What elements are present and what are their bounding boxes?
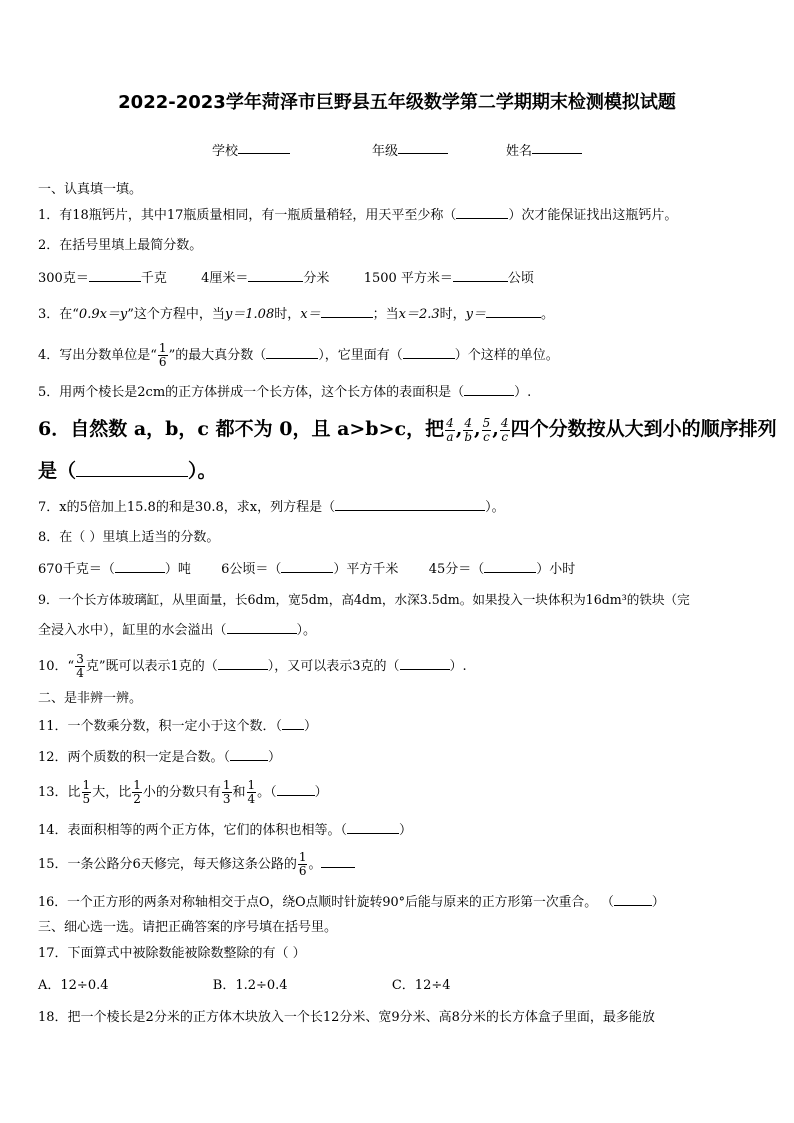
answer-blank[interactable] [277,782,315,796]
question-11: 11．一个数乘分数，积一定小于这个数．（ ） [38,716,317,737]
question-17-options [38,976,451,996]
answer-blank[interactable] [335,497,485,511]
question-9-continued: 全浸入水中），缸里的水会溢出（ ）。 [38,620,316,641]
question-2-items: 300克＝ 千克 4厘米＝ 分米 1500 平方米＝ 公顷 [38,268,534,289]
question-1: 1．有18瓶钙片，其中17瓶质量相同，有一瓶质量稍轻，用天平至少称（ ）次才能保证找出这瓶钙片。 [38,205,677,226]
answer-blank[interactable] [400,656,450,670]
answer-blank[interactable] [89,268,141,282]
answer-blank[interactable] [347,820,399,834]
name-field[interactable] [506,140,532,159]
question-4: 4．写出分数单位是“ $\frac{1}{6}$ ”的最大真分数（ ），它里面有（ ）个这样的单位。 [38,341,559,369]
answer-blank[interactable] [281,559,333,573]
question-10: 10．“ $\frac{3}{4}$ 克”既可以表示1克的（ ），又可以表示3克的（ ）. [38,652,467,680]
answer-blank[interactable] [456,205,508,219]
question-3: 3．在“0.9x＝y”这个方程中，当y＝1.08时，x＝ ；当x＝2.3时，y＝ 。 [38,304,554,325]
question-6-continued: 是（ ）。 [38,460,217,482]
question-18: 18．把一个棱长是2分米的正方体木块放入一个长12分米、宽9分米、高8分米的长方体盒子里面，最多能放 [38,1010,655,1025]
option-a[interactable]: A．12÷0.4 [38,978,109,993]
answer-blank[interactable] [464,382,514,396]
grade-field[interactable] [372,140,398,159]
section-1-heading: 一、认真填一填。 [38,182,143,197]
option-b[interactable]: B．1.2÷0.4 [212,978,288,993]
question-16: 16．一个正方形的两条对称轴相交于点O，绕O点顺时针旋转90°后能与原来的正方形第一次重合。 （ ） [38,892,665,913]
page-title: 2022-2023学年菏泽市巨野县五年级数学第二学期期末检测模拟试题 [118,92,676,113]
question-15: 15．一条公路分6天修完，每天修这条公路的 $\frac{1}{6}$ 。 [38,848,355,882]
fraction: $\frac{1}{6}$ [298,850,307,878]
answer-blank[interactable] [321,304,373,318]
question-12: 12．两个质数的积一定是合数。（ ） [38,747,281,768]
question-2: 2．在括号里填上最简分数。 [38,238,203,253]
school-label: 学校 [212,144,239,159]
answer-blank[interactable] [614,892,652,906]
answer-blank[interactable] [282,716,304,730]
question-5: 5．用两个棱长是2cm的正方体拼成一个长方体，这个长方体的表面积是（ ）. [38,382,531,403]
fraction: $\frac{1}{6}$ [158,341,167,369]
answer-blank[interactable] [227,620,297,634]
question-8: 8．在（ ）里填上适当的分数。 [38,530,220,545]
section-3-heading: 三、细心选一选。请把正确答案的序号填在括号里。 [38,920,338,935]
question-17: 17．下面算式中被除数能被除数整除的有（ ） [38,946,306,961]
question-13: 13．比 $\frac{1}{5}$ 大，比 $\frac{1}{2}$ 小的分数只有 $\frac{1}{3}$ 和 $\frac{1}{4}$ 。（ ） [38,778,328,806]
name-label: 姓名 [506,144,533,159]
section-2-heading: 二、是非辨一辨。 [38,691,143,706]
answer-blank[interactable] [115,559,165,573]
option-c[interactable]: C．12÷4 [391,978,451,993]
school-field[interactable] [212,140,238,159]
grade-label: 年级 [372,144,399,159]
answer-blank[interactable] [230,747,268,761]
question-8-items: 670千克＝（ ）吨 6公顷＝（ ）平方千米 45分＝（ ）小时 [38,559,575,580]
answer-blank[interactable] [321,854,355,868]
answer-blank[interactable] [76,458,188,477]
answer-blank[interactable] [266,345,318,359]
answer-blank[interactable] [403,345,455,359]
question-6: 6．自然数 a，b，c 都不为 0，且 a>b>c，把 $\frac{4}{a}$ , $\frac{4}{b}$ , $\frac{5}{c}$ , $\frac{4}{c}$ 四个分数按从大到小的顺序排列 [38,415,777,444]
answer-blank[interactable] [484,559,536,573]
answer-blank[interactable] [218,656,268,670]
fraction: $\frac{3}{4}$ [76,652,84,680]
answer-blank[interactable] [248,268,303,282]
question-14: 14．表面积相等的两个正方体，它们的体积也相等。（ ） [38,820,412,841]
question-9: 9．一个长方体玻璃缸，从里面量，长6dm，宽5dm，高4dm，水深3.5dm。如果投入一块体积为16dm³的铁块（完 [38,592,690,607]
answer-blank[interactable] [486,304,541,318]
question-7: 7．x的5倍加上15.8的和是30.8，求x，列方程是（ ）。 [38,497,505,518]
answer-blank[interactable] [453,268,508,282]
